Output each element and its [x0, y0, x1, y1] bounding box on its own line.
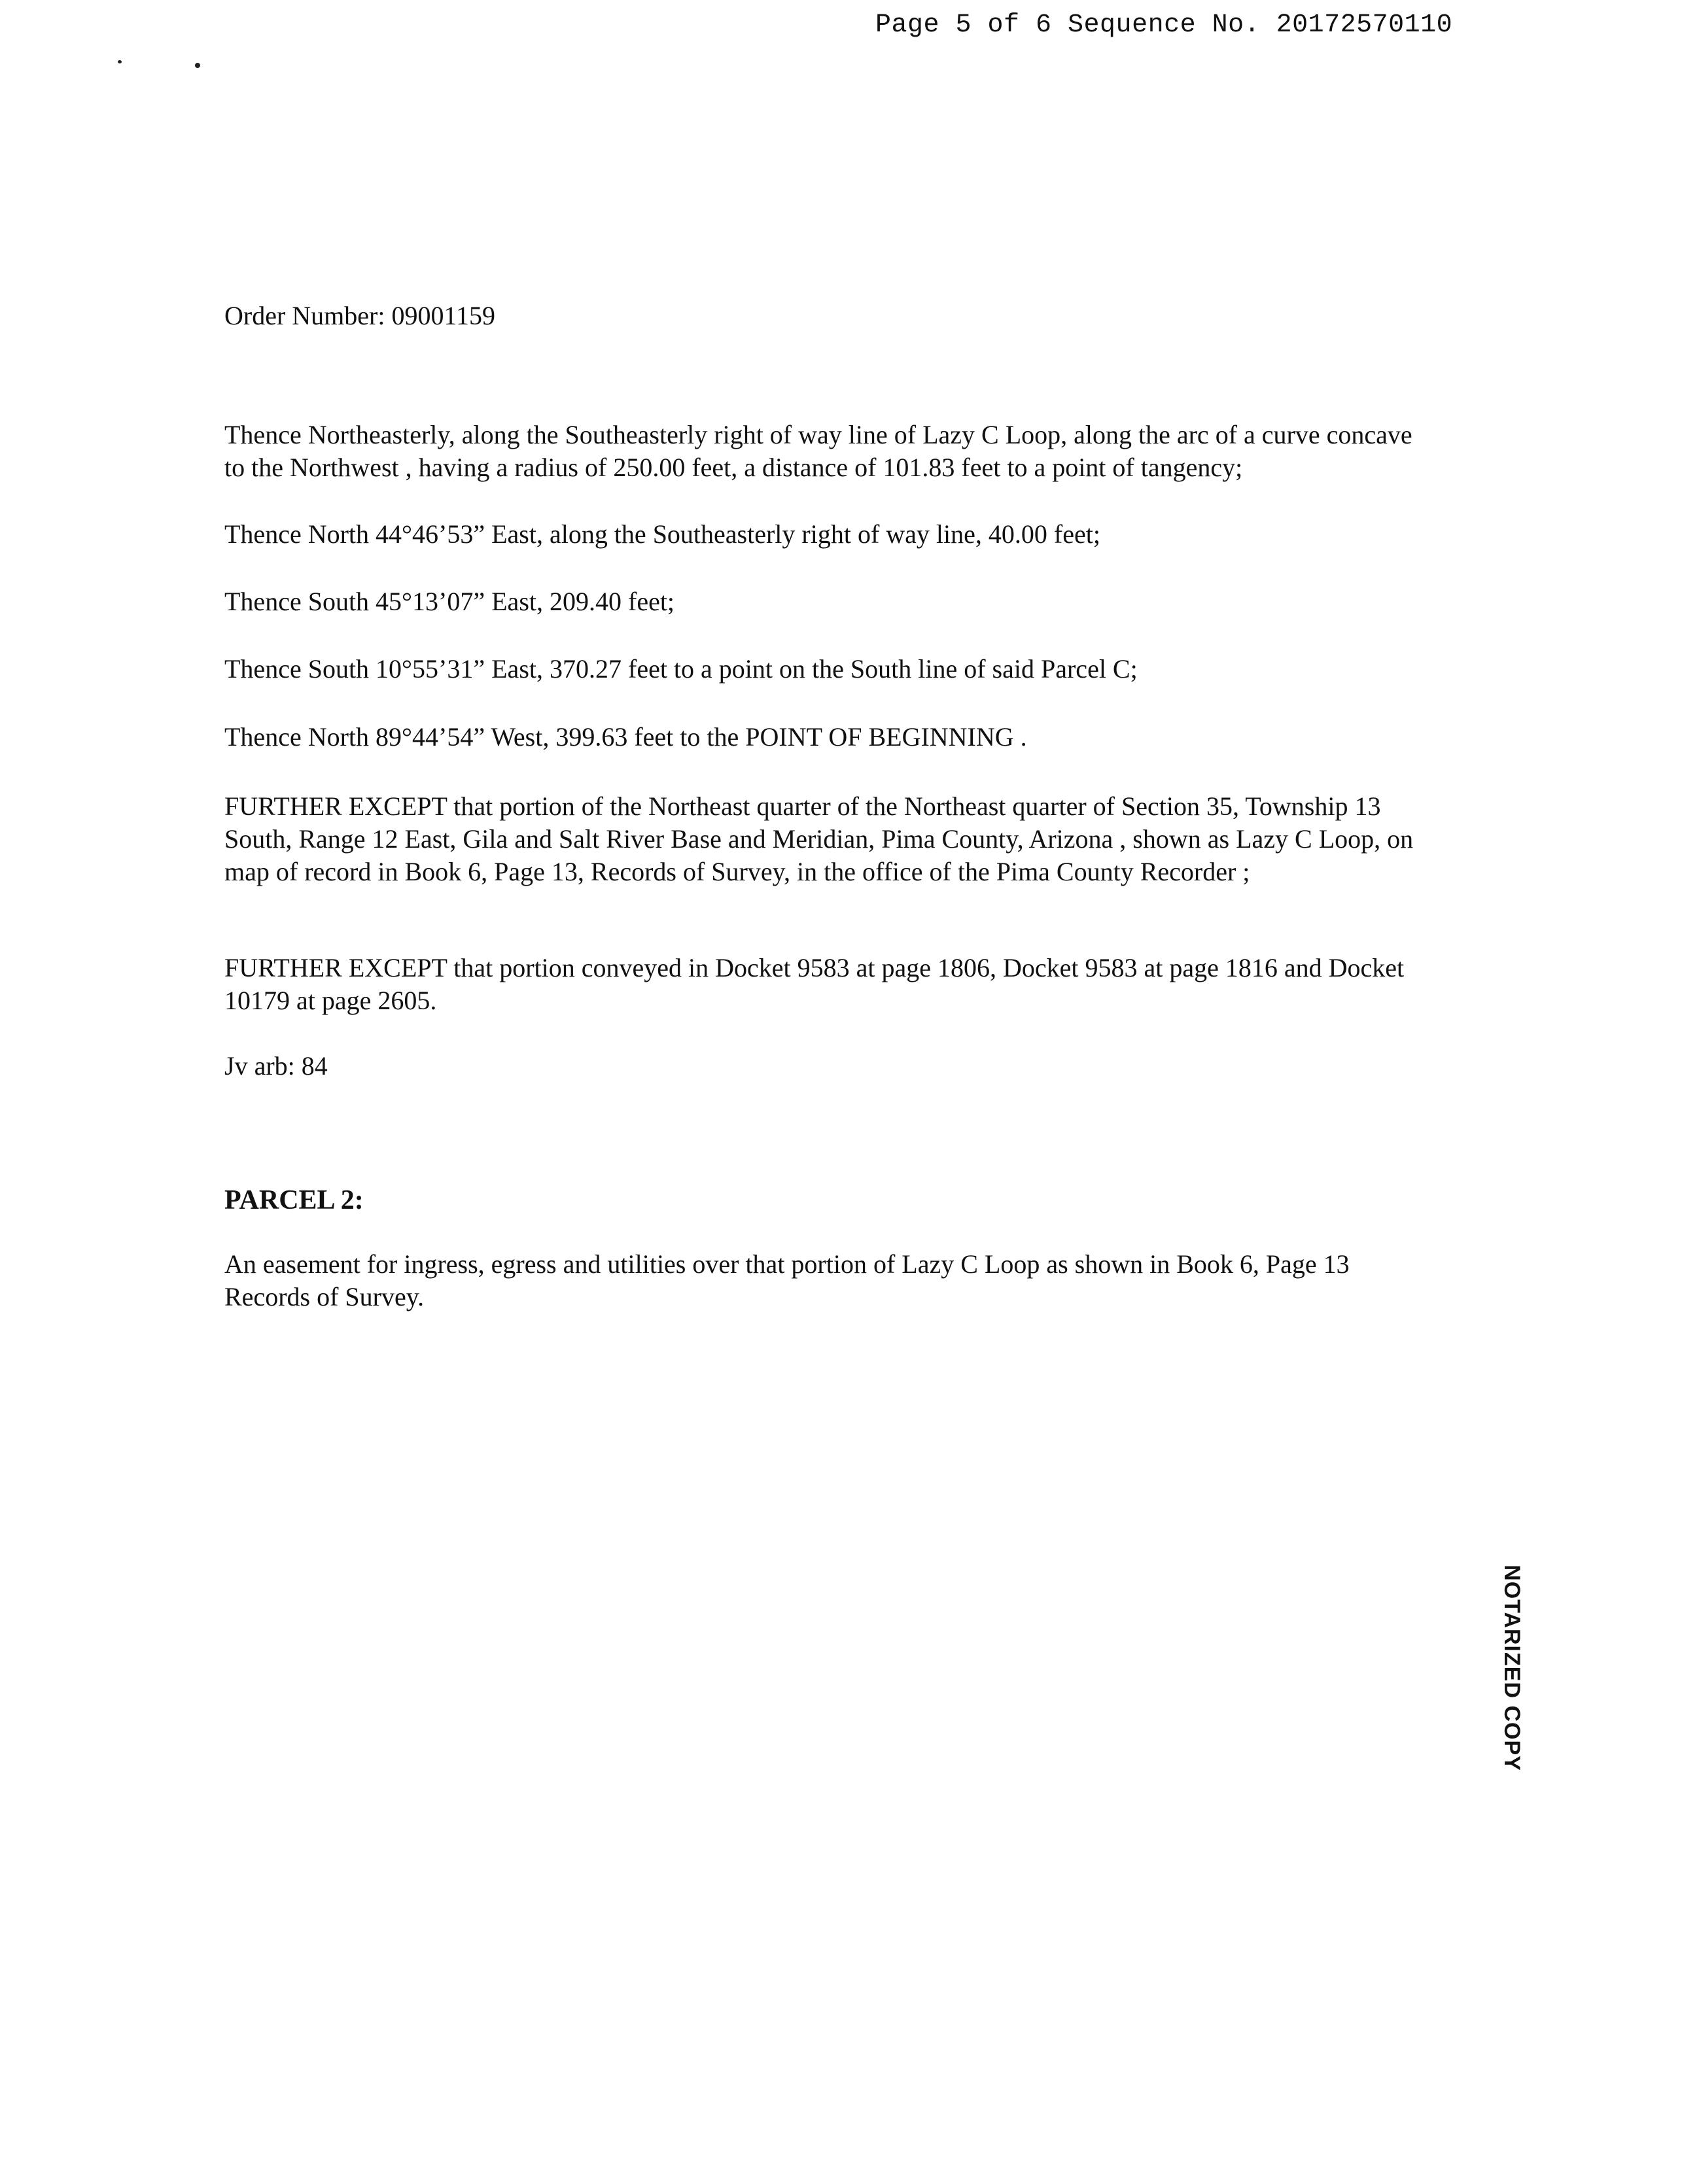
paragraph-curve: [224, 419, 1422, 484]
order-number: [224, 300, 1422, 332]
paragraph-further-except-1: [224, 790, 1422, 888]
scan-speck: [118, 60, 122, 63]
paragraph-text: An easement for ingress, egress and utilities over that portion of Lazy C Loop as shown in Book 6, Page 13 Records of Survey.: [224, 1249, 1350, 1311]
notary-stamp-text: NOTARIZED COPY: [1499, 1565, 1524, 1771]
parcel-heading: [224, 1184, 1422, 1217]
paragraph-north-44: [224, 518, 1422, 551]
paragraph-further-except-2: [224, 952, 1422, 1017]
parcel-2-description: [224, 1248, 1422, 1313]
jv-arb-line: [224, 1050, 1422, 1083]
paragraph-text: Thence North 89°44’54” West, 399.63 feet to the POINT OF BEGINNING .: [224, 722, 1027, 752]
page-sequence-header: Page 5 of 6 Sequence No. 20172570110: [875, 10, 1453, 40]
paragraph-text: Jv arb: 84: [224, 1051, 328, 1081]
parcel-heading-text: PARCEL 2:: [224, 1185, 364, 1215]
paragraph-text: FURTHER EXCEPT that portion of the Northeast quarter of the Northeast quarter of Section 35, Township 13 South, Range 12 East, Gila and Salt River Base and Meridian, Pima County, Arizona , shown as Lazy C Loop, on map of record in Book 6, Page 13, Records of Survey, in the office of the Pima County Recorder ;: [224, 791, 1414, 886]
paragraph-north-89: [224, 721, 1422, 754]
scan-speck: [195, 63, 200, 68]
paragraph-text: Thence South 10°55’31” East, 370.27 feet to a point on the South line of said Parcel C;: [224, 654, 1138, 684]
paragraph-text: Thence South 45°13’07” East, 209.40 feet;: [224, 587, 675, 616]
order-number-text: Order Number: 09001159: [224, 301, 495, 330]
paragraph-text: Thence North 44°46’53” East, along the Southeasterly right of way line, 40.00 feet;: [224, 519, 1100, 549]
notary-stamp: [1485, 1550, 1524, 1786]
paragraph-text: Thence Northeasterly, along the Southeasterly right of way line of Lazy C Loop, along the arc of a curve concave to the Northwest , having a radius of 250.00 feet, a distance of 101.83 feet to a point of tangency;: [224, 420, 1412, 482]
paragraph-south-45: [224, 585, 1422, 618]
paragraph-text: FURTHER EXCEPT that portion conveyed in Docket 9583 at page 1806, Docket 9583 at page 1816 and Docket 10179 at page 2605.: [224, 953, 1405, 1015]
paragraph-south-10: [224, 653, 1422, 685]
